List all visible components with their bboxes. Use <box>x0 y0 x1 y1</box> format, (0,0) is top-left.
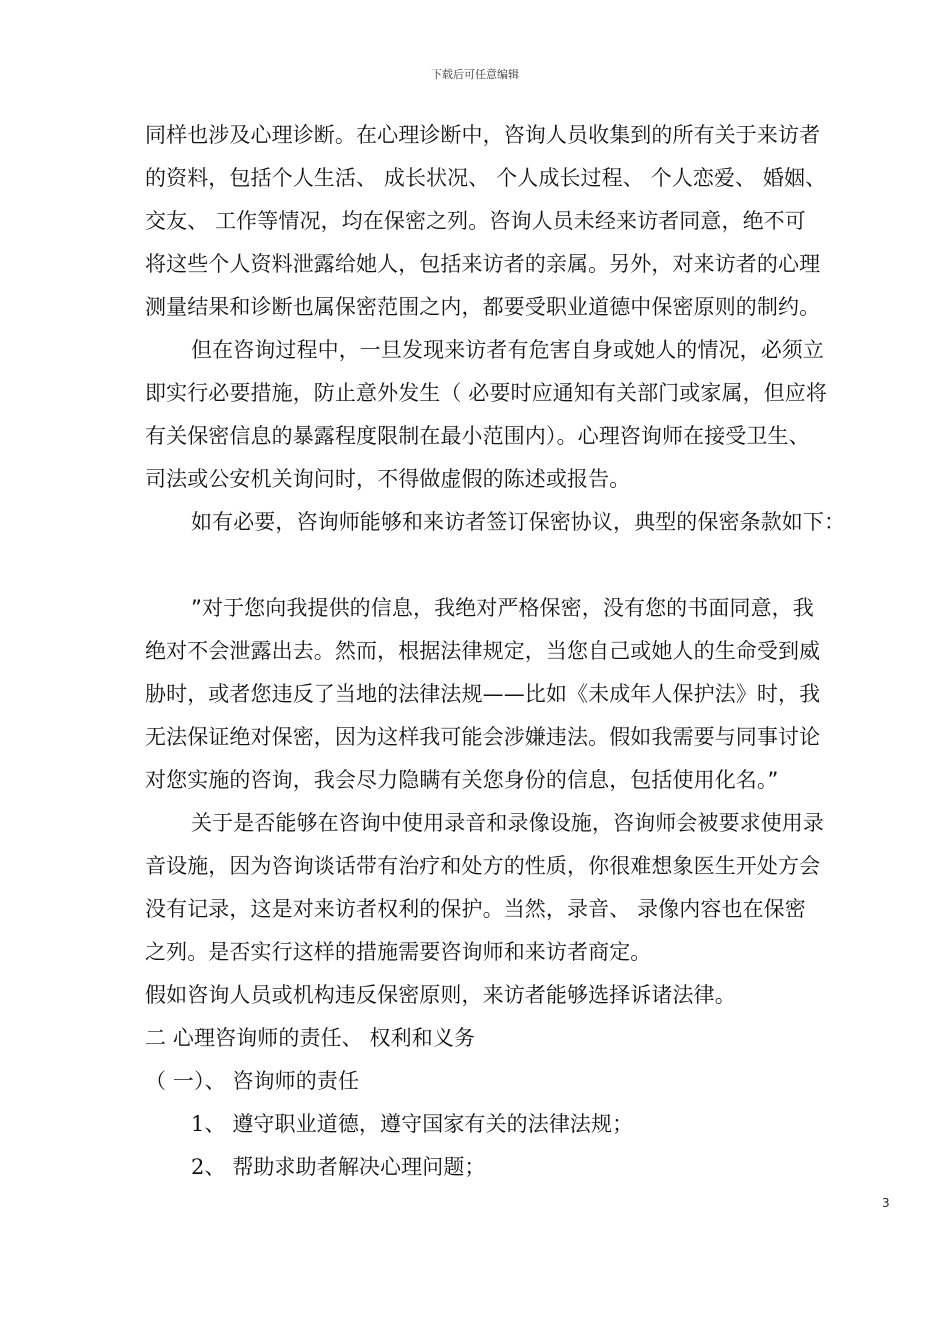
text-line: 司法或公安机关询问时，不得做虚假的陈述或报告。 <box>145 467 631 491</box>
list-item: 2、 帮助求助者解决心理问题； <box>191 1155 486 1179</box>
subsection-heading: （ 一）、 咨询师的责任 <box>145 1069 360 1093</box>
text-line: 即实行必要措施，防止意外发生（ 必要时应通知有关部门或家属，但应将 <box>145 381 827 405</box>
text-line: 假如咨询人员或机构违反保密原则，来访者能够选择诉诸法律。 <box>145 983 736 1007</box>
text-line: 测量结果和诊断也属保密范围之内，都要受职业道德中保密原则的制约。 <box>145 295 821 319</box>
quote-line: 无法保证绝对保密，因为这样我可能会涉嫌违法。假如我需要与同事讨论 <box>145 725 821 749</box>
paragraph-first-line: 关于是否能够在咨询中使用录音和录像设施，咨询师会被要求使用录 <box>191 811 824 835</box>
text-line: 同样也涉及心理诊断。在心理诊断中，咨询人员收集到的所有关于来访者 <box>145 123 821 147</box>
text-line: 没有记录，这是对来访者权利的保护。当然，录音、 录像内容也在保密 <box>145 897 806 921</box>
page-number: 3 <box>882 1196 890 1210</box>
section-heading: 二 心理咨询师的责任、 权利和义务 <box>145 1026 476 1050</box>
text-line: 音设施，因为咨询谈话带有治疗和处方的性质，你很难想象医生开处方会 <box>145 854 821 878</box>
text-line: 有关保密信息的暴露程度限制在最小范围内）。心理咨询师在接受卫生、 <box>145 424 810 448</box>
text-line: 之列。是否实行这样的措施需要咨询师和来访者商定。 <box>145 940 652 964</box>
list-item: 1、 遵守职业道德，遵守国家有关的法律法规； <box>191 1112 634 1136</box>
page-header: 下载后可任意编辑 <box>431 68 519 81</box>
quote-line: 对您实施的咨询，我会尽力隐瞒有关您身份的信息，包括使用化名。” <box>145 768 779 792</box>
document-body <box>145 114 915 1189</box>
quote-line: 绝对不会泄露出去。然而，根据法律规定，当您自己或她人的生命受到威 <box>145 639 821 663</box>
text-line: 的资料，包括个人生活、 成长状况、 个人成长过程、 个人恋爱、 婚姻、 <box>145 166 827 190</box>
text-line: 交友、 工作等情况，均在保密之列。咨询人员未经来访者同意，绝不可 <box>145 209 806 233</box>
blank-line <box>145 544 915 587</box>
paragraph-first-line: 如有必要，咨询师能够和来访者签订保密协议，典型的保密条款如下： <box>191 510 846 534</box>
quote-first-line: ”对于您向我提供的信息，我绝对严格保密，没有您的书面同意，我 <box>191 596 814 620</box>
quote-line: 胁时，或者您违反了当地的法律法规——比如《未成年人保护法》时，我 <box>145 682 821 706</box>
paragraph-first-line: 但在咨询过程中，一旦发现来访者有危害自身或她人的情况，必须立 <box>191 338 824 362</box>
text-line: 将这些个人资料泄露给她人，包括来访者的亲属。另外，对来访者的心理 <box>145 252 821 276</box>
